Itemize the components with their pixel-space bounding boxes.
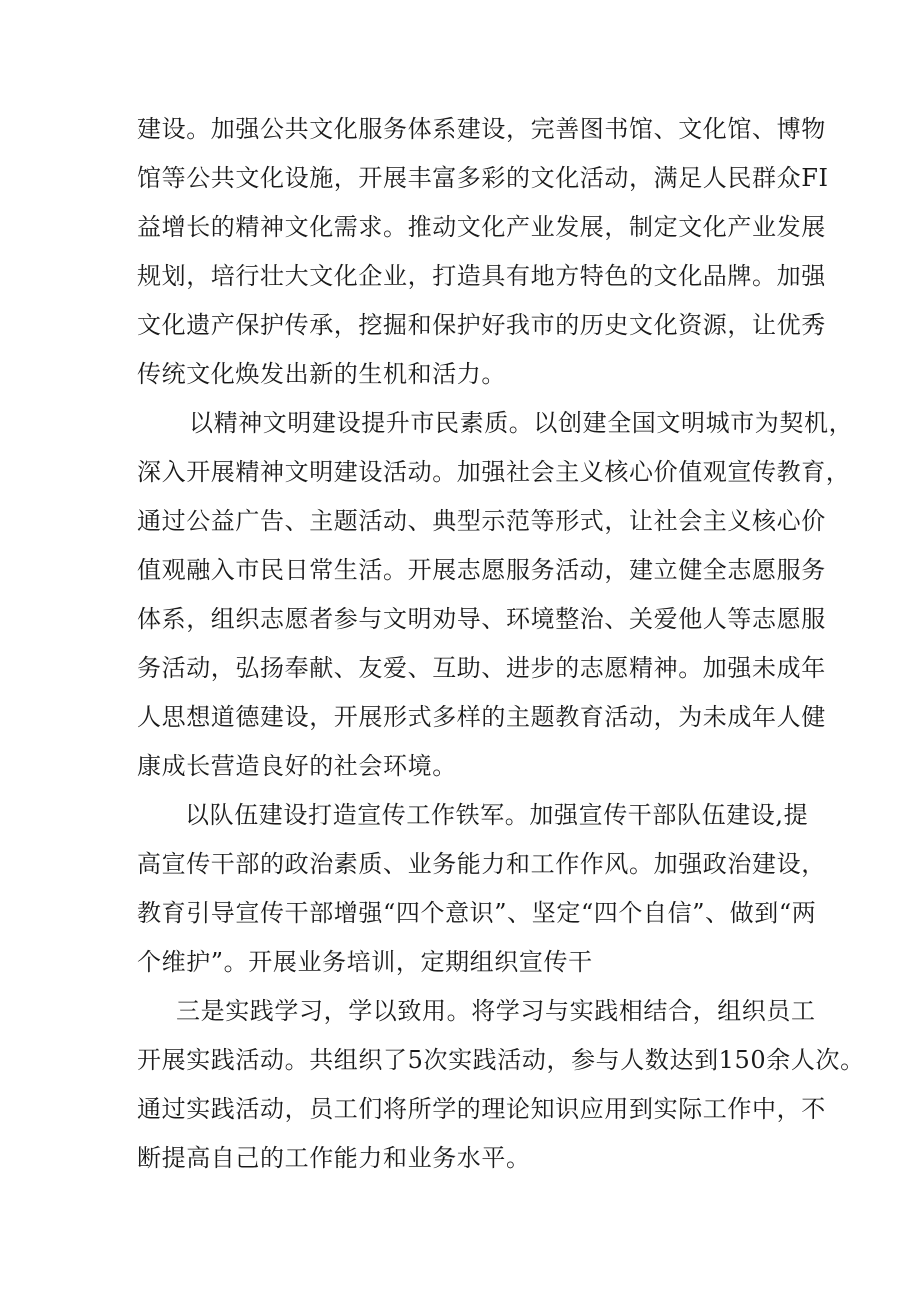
paragraph-line: 传统文化焕发出新的生机和活力。 bbox=[137, 360, 506, 388]
paragraph-line: 以队伍建设打造宣传工作铁军。加强宣传干部队伍建设,提 bbox=[185, 801, 809, 829]
paragraph-line: 康成长营造良好的社会环境。 bbox=[137, 752, 457, 780]
paragraph-line: 通过公益广告、主题活动、典型示范等形式，让社会主义核心价 bbox=[137, 507, 826, 535]
paragraph-line: 教育引导宣传干部增强“四个意识”、坚定“四个自信”、做到“两 bbox=[137, 899, 817, 927]
paragraph-line: 务活动，弘扬奉献、友爱、互助、进步的志愿精神。加强未成年 bbox=[137, 654, 826, 682]
paragraph-line: 深入开展精神文明建设活动。加强社会主义核心价值观宣传教育， bbox=[137, 458, 851, 486]
paragraph-line: 开展实践活动。共组织了5次实践活动，参与人数达到150余人次。 bbox=[137, 1046, 865, 1074]
paragraph-line: 体系，组织志愿者参与文明劝导、环境整治、关爱他人等志愿服 bbox=[137, 605, 826, 633]
paragraph-line: 通过实践活动，员工们将所学的理论知识应用到实际工作中，不 bbox=[137, 1095, 826, 1123]
paragraph-line: 以精神文明建设提升市民素质。以创建全国文明城市为契机， bbox=[189, 409, 854, 437]
paragraph-line: 断提高自己的工作能力和业务水平。 bbox=[137, 1144, 531, 1172]
paragraph-line: 个维护”。开展业务培训，定期组织宣传干 bbox=[137, 948, 593, 976]
paragraph-line: 人思想道德建设，开展形式多样的主题教育活动，为未成年人健 bbox=[137, 703, 826, 731]
paragraph-line: 三是实践学习，学以致用。将学习与实践相结合，组织员工 bbox=[176, 997, 816, 1025]
paragraph-line: 建设。加强公共文化服务体系建设，完善图书馆、文化馆、博物 bbox=[137, 115, 826, 143]
paragraph-line: 高宣传干部的政治素质、业务能力和工作作风。加强政治建设， bbox=[137, 850, 826, 878]
paragraph-line: 文化遗产保护传承，挖掘和保护好我市的历史文化资源，让优秀 bbox=[137, 311, 826, 339]
paragraph-line: 馆等公共文化设施，开展丰富多彩的文化活动，满足人民群众FI bbox=[137, 164, 829, 192]
paragraph-line: 益增长的精神文化需求。推动文化产业发展，制定文化产业发展 bbox=[137, 213, 826, 241]
paragraph-line: 值观融入市民日常生活。开展志愿服务活动，建立健全志愿服务 bbox=[137, 556, 826, 584]
paragraph-line: 规划，培行壮大文化企业，打造具有地方特色的文化品牌。加强 bbox=[137, 262, 826, 290]
